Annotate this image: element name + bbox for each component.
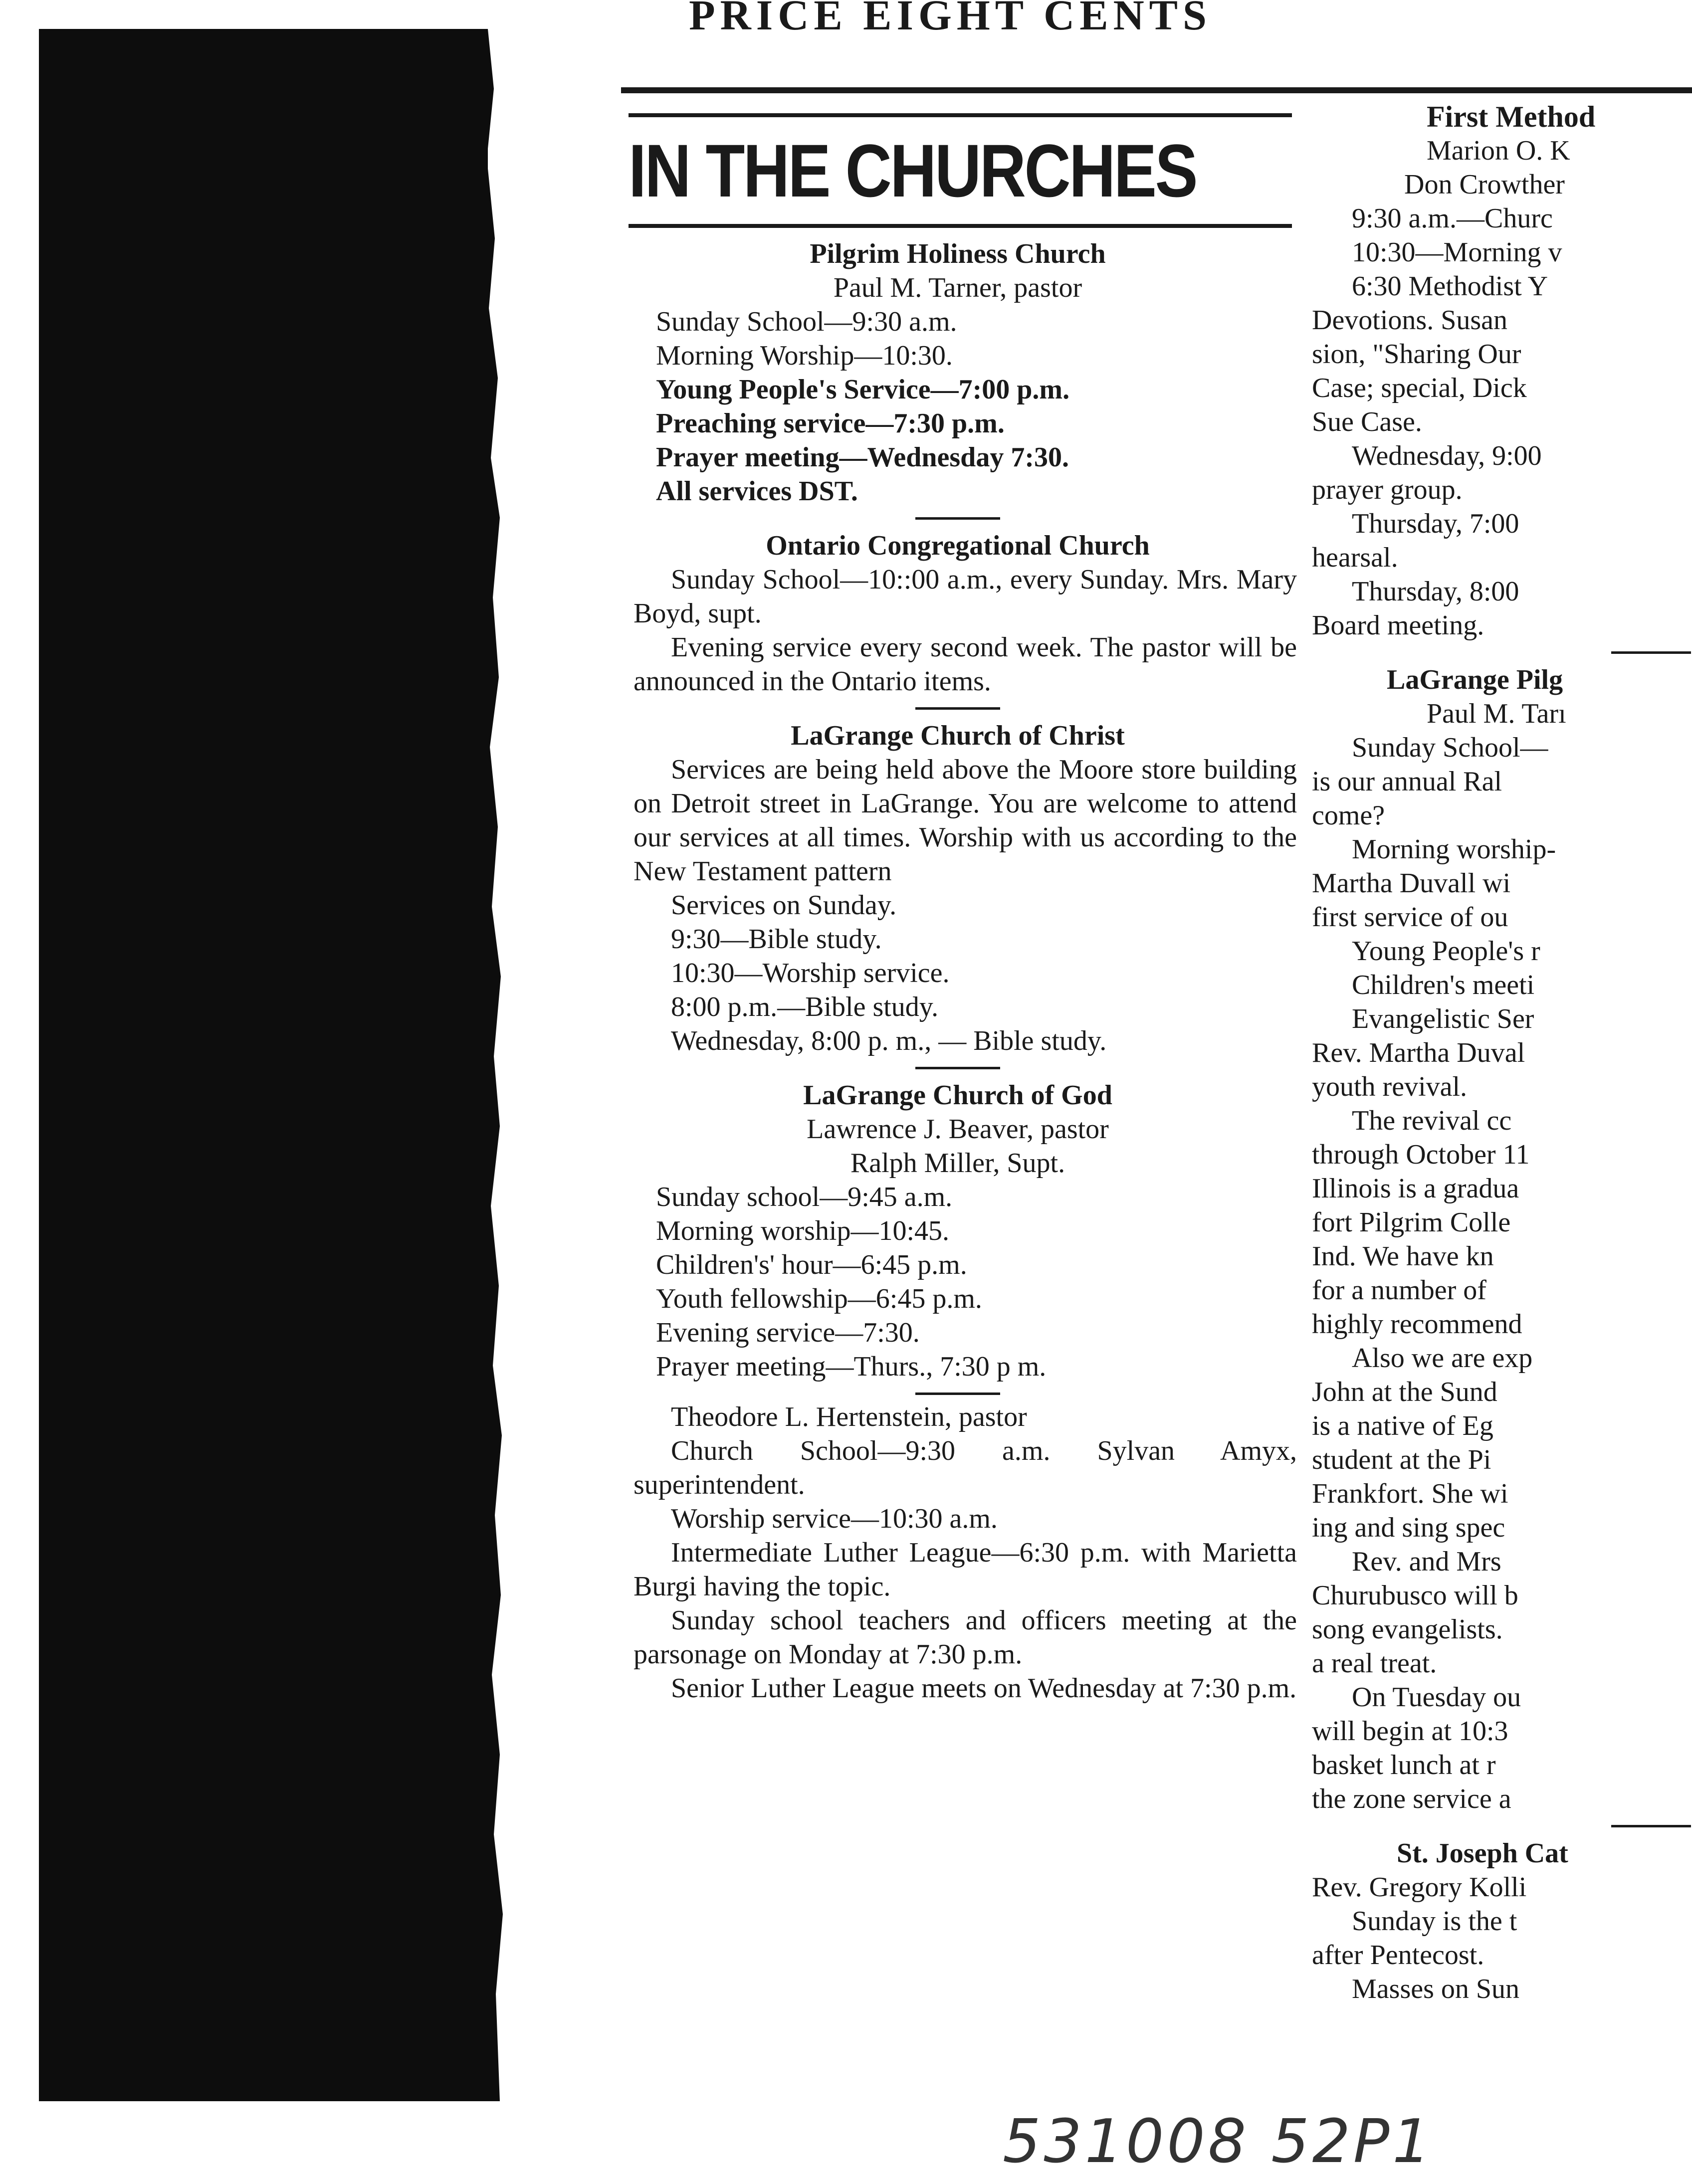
schedule-line: Preaching service—7:30 p.m. <box>656 408 1005 439</box>
pilgrim-lagrange-line: John at the Sund <box>1312 1377 1497 1407</box>
schedule-line: Sunday School—9:30 a.m. <box>656 306 957 337</box>
schedule-line: Children's' hour—6:45 p.m. <box>656 1249 967 1280</box>
schedule-line: Evening service—7:30. <box>656 1317 920 1348</box>
methodist-line: Thursday, 8:00 <box>1352 576 1519 607</box>
methodist-line: Case; special, Dick <box>1312 373 1527 403</box>
church-name-ontario: Ontario Congregational Church <box>766 530 1150 561</box>
pilgrim-lagrange-line: is our annual Ral <box>1312 766 1502 797</box>
pilgrim-lagrange-line: will begin at 10:3 <box>1312 1716 1508 1747</box>
methodist-line: 10:30—Morning v <box>1352 237 1562 268</box>
schedule-line: Morning Worship—10:30. <box>656 340 953 371</box>
church-name-pilgrim: Pilgrim Holiness Church <box>810 238 1106 269</box>
pilgrim-lagrange-line: basket lunch at r <box>1312 1750 1496 1781</box>
pilgrim-lagrange-line: a real treat. <box>1312 1648 1437 1679</box>
pilgrim-lagrange-line: come? <box>1312 800 1385 831</box>
section-separator <box>915 517 1000 520</box>
methodist-line: Devotions. Susan <box>1312 305 1507 336</box>
paragraph: Sunday school teachers and officers meeting at the parsonage on Monday at 7:30 p.m. <box>634 1605 1297 1670</box>
masthead-rule-bottom <box>629 224 1292 228</box>
pilgrim-lagrange-line: Sunday School— <box>1352 732 1548 763</box>
schedule-line: 10:30—Worship service. <box>671 958 950 989</box>
section-separator <box>915 1067 1000 1069</box>
pilgrim-lagrange-line: the zone service a <box>1312 1784 1511 1814</box>
masthead-rule-top <box>629 113 1292 117</box>
pilgrim-lagrange-line: Illinois is a gradua <box>1312 1173 1519 1204</box>
methodist-line: Wednesday, 9:00 <box>1352 440 1542 471</box>
section-separator <box>915 1392 1000 1395</box>
pilgrim-lagrange-line: Also we are exp <box>1352 1343 1533 1374</box>
methodist-line: 9:30 a.m.—Churc <box>1352 203 1553 234</box>
supt-line: Ralph Miller, Supt. <box>850 1148 1065 1179</box>
catholic-line: after Pentecost. <box>1312 1940 1484 1971</box>
section-separator <box>915 707 1000 710</box>
schedule-line: Morning worship—10:45. <box>656 1215 949 1246</box>
schedule-line: All services DST. <box>656 476 858 507</box>
section-separator <box>1611 1825 1691 1827</box>
pilgrim-lagrange-line: Evangelistic Ser <box>1352 1003 1534 1034</box>
pilgrim-lagrange-line: Rev. Martha Duval <box>1312 1037 1525 1068</box>
right-column <box>1312 100 1692 2006</box>
methodist-line: prayer group. <box>1312 474 1463 505</box>
handwritten-archive-note: 531008 52P1 <box>1003 2107 1434 2177</box>
masthead-title: IN THE CHURCHES <box>629 129 1197 212</box>
torn-paper-edge <box>439 29 569 2101</box>
pilgrim-lagrange-line: Rev. and Mrs <box>1352 1546 1501 1577</box>
church-name-christ: LaGrange Church of Christ <box>791 720 1125 751</box>
pilgrim-lagrange-line: fort Pilgrim Colle <box>1312 1207 1511 1238</box>
schedule-line: Sunday school—9:45 a.m. <box>656 1182 953 1212</box>
pilgrim-lagrange-line: The revival cc <box>1352 1105 1512 1136</box>
catholic-line: Masses on Sun <box>1352 1974 1520 2004</box>
schedule-line: Youth fellowship—6:45 p.m. <box>656 1283 982 1314</box>
pilgrim-lagrange-line: is a native of Eg <box>1312 1410 1493 1441</box>
schedule-line: Prayer meeting—Thurs., 7:30 p m. <box>656 1351 1047 1382</box>
methodist-line: Sue Case. <box>1312 406 1422 437</box>
pilgrim-lagrange-line: student at the Pi <box>1312 1444 1491 1475</box>
pilgrim-lagrange-line: through October 11 <box>1312 1139 1530 1170</box>
schedule-line: Services on Sunday. <box>671 890 897 921</box>
catholic-line: Rev. Gregory Kolli <box>1312 1872 1527 1903</box>
paragraph: Intermediate Luther League—6:30 p.m. with Marietta Burgi having the topic. <box>634 1537 1297 1602</box>
schedule-line: 8:00 p.m.—Bible study. <box>671 992 939 1022</box>
methodist-line: 6:30 Methodist Y <box>1352 271 1548 302</box>
page-header-price: PRICE EIGHT CENTS <box>689 0 1212 39</box>
church-name-catholic: St. Joseph Cat <box>1397 1838 1568 1869</box>
pilgrim-lagrange-line: Frankfort. She wi <box>1312 1478 1508 1509</box>
section-separator <box>1611 651 1691 654</box>
pastor-line: Theodore L. Hertenstein, pastor <box>671 1401 1027 1432</box>
paragraph: Services are being held above the Moore store building on Detroit street in LaGrange. You are welcome to attend our services at all times. Worship with us according to the New Testament pattern <box>634 754 1297 887</box>
paragraph: Church School—9:30 a.m. Sylvan Amyx, superintendent. <box>634 1435 1297 1500</box>
pilgrim-lagrange-line: Children's meeti <box>1352 970 1535 1000</box>
paragraph: Sunday School—10::00 a.m., every Sunday. Mrs. Mary Boyd, supt. <box>634 564 1297 629</box>
left-column <box>619 107 1297 1705</box>
pilgrim-lagrange-line: Churubusco will b <box>1312 1580 1518 1611</box>
pilgrim-lagrange-line: Ind. We have kn <box>1312 1241 1494 1272</box>
paragraph: Senior Luther League meets on Wednesday at 7:30 p.m. <box>671 1673 1297 1704</box>
pilgrim-lagrange-line: for a number of <box>1312 1275 1486 1306</box>
catholic-line: Sunday is the t <box>1352 1906 1517 1937</box>
pilgrim-lagrange-line: Martha Duvall wi <box>1312 868 1511 899</box>
church-name-pilgrim-lagrange: LaGrange Pilg <box>1387 664 1563 695</box>
schedule-line: Young People's Service—7:00 p.m. <box>656 374 1070 405</box>
paragraph: Wednesday, 8:00 p. m., — Bible study. <box>671 1025 1107 1056</box>
methodist-line: Thursday, 7:00 <box>1352 508 1519 539</box>
pilgrim-lagrange-line: song evangelists. <box>1312 1614 1503 1645</box>
pilgrim-lagrange-line: highly recommend <box>1312 1309 1522 1340</box>
pilgrim-lagrange-line: youth revival. <box>1312 1071 1468 1102</box>
schedule-line: 9:30—Bible study. <box>671 924 882 955</box>
church-name-god: LaGrange Church of God <box>803 1080 1112 1111</box>
paragraph: Evening service every second week. The pastor will be announced in the Ontario items. <box>634 632 1297 697</box>
church-name-methodist: First Method <box>1427 100 1596 133</box>
pastor-line: Paul M. Tarner, pastor <box>833 272 1082 303</box>
pilgrim-lagrange-line: first service of ou <box>1312 902 1508 933</box>
schedule-line: Prayer meeting—Wednesday 7:30. <box>656 442 1069 473</box>
methodist-line: sion, "Sharing Our <box>1312 339 1521 370</box>
pastor-line: Lawrence J. Beaver, pastor <box>807 1114 1109 1145</box>
methodist-line: Marion O. K <box>1427 135 1570 166</box>
scan-black-strip <box>39 29 488 2101</box>
pilgrim-lagrange-line: Morning worship- <box>1352 834 1556 865</box>
schedule-line: Worship service—10:30 a.m. <box>671 1503 998 1534</box>
methodist-line: Board meeting. <box>1312 610 1484 641</box>
pilgrim-lagrange-line: On Tuesday ou <box>1352 1682 1521 1713</box>
top-rule <box>621 87 1692 93</box>
pilgrim-lagrange-line: Young People's r <box>1352 936 1540 967</box>
pilgrim-lagrange-line: Paul M. Tarı <box>1427 698 1566 729</box>
pilgrim-lagrange-line: ing and sing spec <box>1312 1512 1505 1543</box>
methodist-line: hearsal. <box>1312 542 1398 573</box>
methodist-line: Don Crowther <box>1404 169 1565 200</box>
